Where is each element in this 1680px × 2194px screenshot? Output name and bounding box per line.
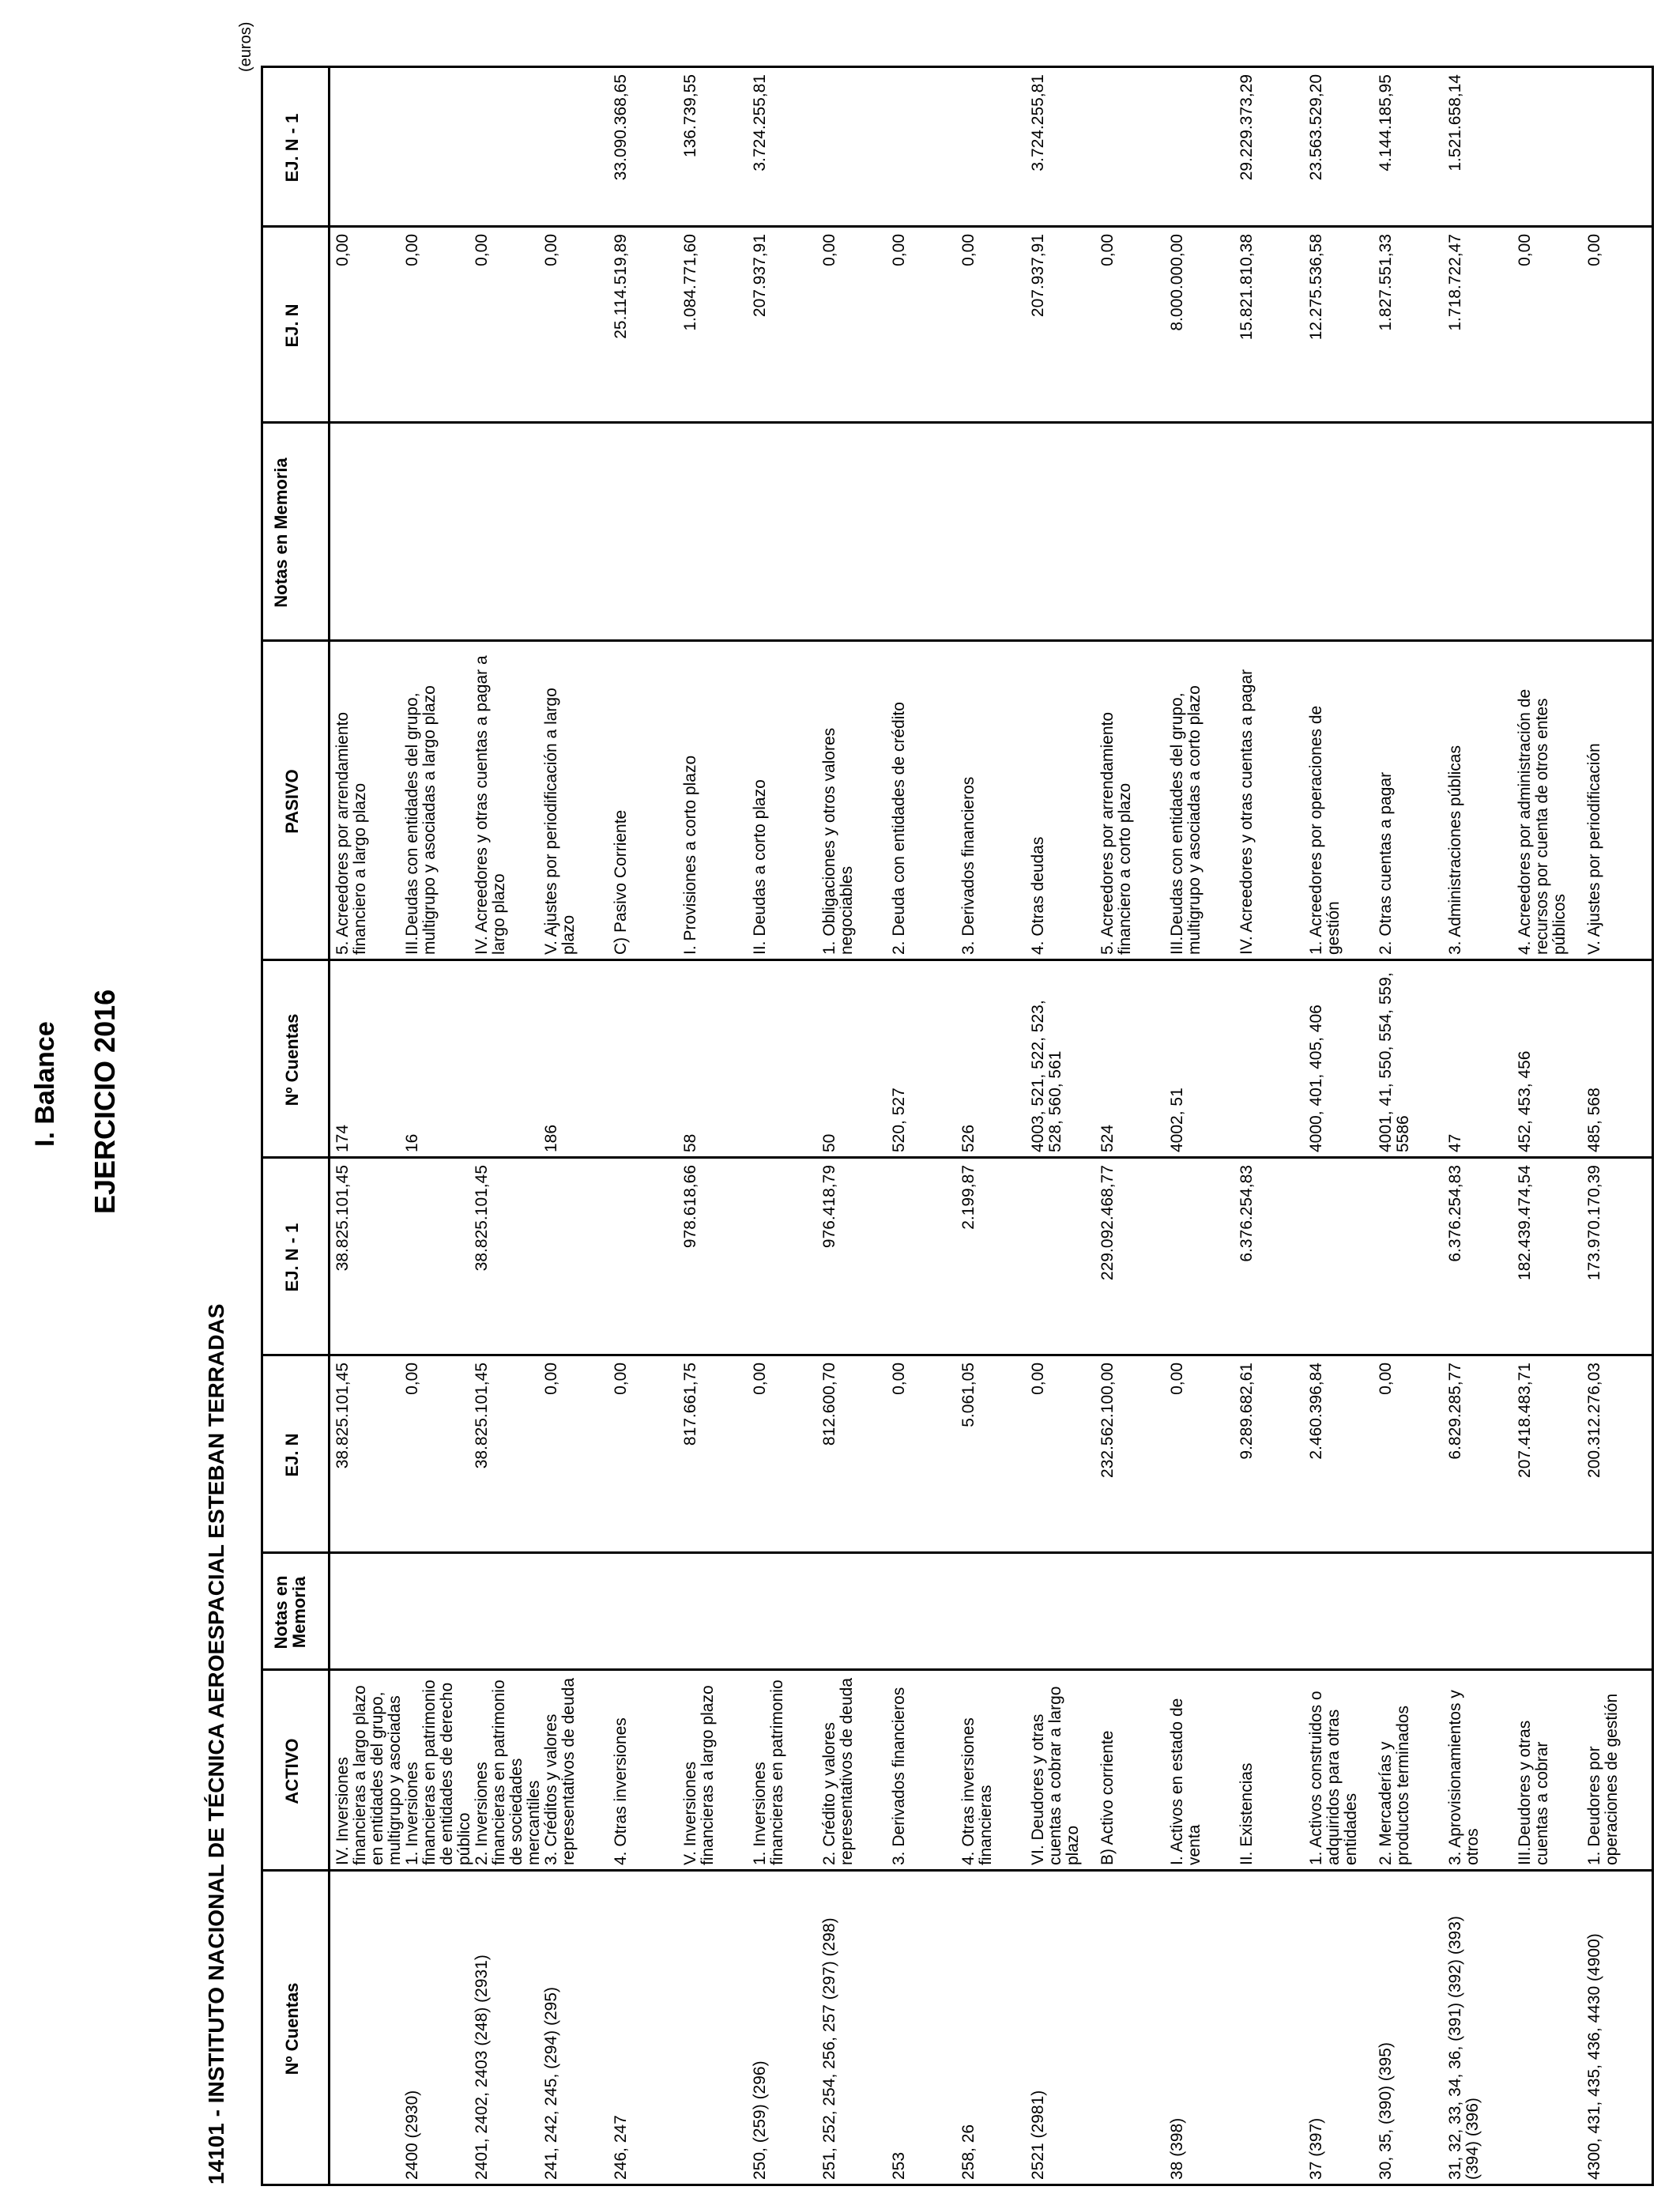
pasivo-value-ejn: 0,00 <box>1585 234 1603 266</box>
pasivo-account-codes: 186 <box>542 1124 560 1152</box>
activo-line-label: 4. Otras inversiones financieras <box>959 1717 995 1865</box>
pasivo-account-codes <box>751 967 816 1152</box>
table-rule <box>261 639 1652 642</box>
table-rule <box>261 1354 1652 1356</box>
activo-line-label: V. Inversiones financieras a largo plazo <box>681 1685 717 1865</box>
activo-line-label: 1. Inversiones financieras en patrimonio de entidades de derecho público <box>403 1679 473 1865</box>
pasivo-account-codes: 485, 568 <box>1585 1088 1603 1152</box>
activo-line-label: 2. Crédito y valores representativos de deuda <box>820 1678 856 1865</box>
pasivo-value-ejn1 <box>1169 74 1234 221</box>
table-rule <box>328 66 330 2186</box>
activo-value-ejn1: 229.092.468,77 <box>1098 1165 1117 1280</box>
pasivo-line-label: I. Provisiones a corto plazo <box>681 755 699 955</box>
activo-value-ejn1: 38.825.101,45 <box>473 1165 491 1272</box>
activo-value-ejn1: 6.376.254,83 <box>1237 1165 1256 1262</box>
header-ejn-activo: EJ. N <box>282 1433 302 1477</box>
activo-value-ejn1: 182.439.474,54 <box>1516 1165 1534 1280</box>
pasivo-line-label: IV. Acreedores y otras cuentas a pagar <box>1237 669 1256 955</box>
activo-value-ejn: 0,00 <box>1377 1363 1395 1395</box>
pasivo-account-codes: 4000, 401, 405, 406 <box>1307 1005 1325 1152</box>
pasivo-value-ejn1: 29.229.373,29 <box>1237 74 1256 181</box>
activo-value-ejn: 0,00 <box>1029 1363 1047 1395</box>
table-rule <box>261 421 1652 424</box>
activo-value-ejn1: 38.825.101,45 <box>333 1165 352 1272</box>
activo-account-codes: 2401, 2402, 2403 (248) (2931) <box>473 1955 491 2180</box>
pasivo-account-codes: 4003, 521, 522, 523, 528, 560, 561 <box>1029 1000 1064 1152</box>
activo-value-ejn: 38.825.101,45 <box>473 1363 491 1469</box>
pasivo-value-ejn1 <box>404 74 469 221</box>
pasivo-value-ejn: 0,00 <box>403 234 421 266</box>
table-rule <box>261 66 263 2186</box>
activo-account-codes: 2400 (2930) <box>403 2090 421 2180</box>
pasivo-account-codes <box>612 967 677 1152</box>
pasivo-account-codes: 520, 527 <box>890 1088 908 1152</box>
activo-account-codes <box>1099 1878 1164 2180</box>
pasivo-value-ejn: 0,00 <box>959 234 977 266</box>
activo-line-label: 4. Otras inversiones <box>612 1717 630 1865</box>
pasivo-value-ejn1 <box>821 74 886 221</box>
pasivo-line-label: V. Ajustes por periodificación <box>1585 743 1603 955</box>
pasivo-value-ejn1 <box>1516 74 1581 221</box>
activo-value-ejn: 2.460.396,84 <box>1307 1363 1325 1460</box>
pasivo-line-label: 2. Deuda con entidades de crédito <box>890 702 908 955</box>
pasivo-value-ejn: 15.821.810,38 <box>1237 234 1256 341</box>
activo-value-ejn1 <box>1030 1165 1094 1350</box>
pasivo-value-ejn: 1.827.551,33 <box>1377 234 1395 331</box>
activo-line-label: 1. Inversiones financieras en patrimonio <box>751 1679 786 1865</box>
activo-value-ejn1 <box>404 1165 469 1350</box>
pasivo-value-ejn1 <box>334 74 399 221</box>
activo-account-codes: 30, 35, (390) (395) <box>1377 2042 1395 2180</box>
pasivo-line-label: II. Deudas a corto plazo <box>751 779 769 955</box>
activo-line-label: 1. Activos construidos o adquiridos para otras entidades <box>1307 1691 1360 1865</box>
pasivo-value-ejn: 207.937,91 <box>751 234 769 318</box>
entity-title: 14101 - INSTITUTO NACIONAL DE TÉCNICA AEROESPACIAL ESTEBAN TERRADAS <box>204 1303 228 2185</box>
header-cuentas-pasivo: Nº Cuentas <box>282 1013 302 1106</box>
pasivo-value-ejn: 12.275.536,58 <box>1307 234 1325 341</box>
activo-value-ejn1 <box>1377 1165 1442 1350</box>
activo-line-label: 2. Inversiones financieras en patrimonio de sociedades mercantiles <box>473 1679 543 1865</box>
pasivo-line-label: IV. Acreedores y otras cuentas a pagar a largo plazo <box>473 655 508 955</box>
activo-line-label: III.Deudores y otras cuentas a cobrar <box>1516 1720 1551 1865</box>
pasivo-value-ejn1 <box>1099 74 1164 221</box>
activo-account-codes: 253 <box>890 2151 908 2180</box>
pasivo-account-codes: 4001, 41, 550, 554, 559, 5586 <box>1377 972 1412 1152</box>
pasivo-value-ejn: 25.114.519,89 <box>612 234 630 339</box>
activo-value-ejn1 <box>543 1165 608 1350</box>
pasivo-account-codes: 4002, 51 <box>1168 1088 1186 1152</box>
activo-value-ejn1: 978.618,66 <box>681 1165 699 1249</box>
pasivo-value-ejn1: 3.724.255,81 <box>751 74 769 172</box>
pasivo-value-ejn: 207.937,91 <box>1029 234 1047 318</box>
activo-line-label: 3. Créditos y valores representativos de deuda <box>542 1678 578 1865</box>
activo-value-ejn: 207.418.483,71 <box>1516 1363 1534 1478</box>
activo-value-ejn1 <box>891 1165 955 1350</box>
header-cuentas-activo: Nº Cuentas <box>282 1982 302 2075</box>
pasivo-line-label: 1. Obligaciones y otros valores negociables <box>820 727 856 955</box>
pasivo-account-codes: 58 <box>681 1133 699 1152</box>
activo-value-ejn: 5.061,05 <box>959 1363 977 1427</box>
table-rule <box>261 1156 1652 1159</box>
activo-line-label: II. Existencias <box>1237 1762 1256 1865</box>
table-rule <box>261 959 1652 961</box>
pasivo-line-label: III.Deudas con entidades del grupo, multigrupo y asociadas a largo plazo <box>403 685 439 955</box>
header-ejn1-activo: EJ. N - 1 <box>282 1223 302 1292</box>
table-rule <box>1652 66 1654 2186</box>
activo-account-codes: 258, 26 <box>959 2124 977 2180</box>
pasivo-line-label: 4. Otras deudas <box>1029 836 1047 955</box>
pasivo-value-ejn1: 4.144.185,95 <box>1377 74 1395 172</box>
pasivo-value-ejn: 0,00 <box>473 234 491 266</box>
pasivo-value-ejn: 0,00 <box>820 234 838 266</box>
pasivo-line-label: 1. Acreedores por operaciones de gestión <box>1307 705 1343 955</box>
activo-value-ejn1: 173.970.170,39 <box>1585 1165 1603 1280</box>
pasivo-value-ejn1 <box>473 74 538 221</box>
pasivo-line-label: C) Pasivo Corriente <box>612 809 630 955</box>
table-rule <box>261 225 1652 228</box>
pasivo-line-label: 4. Acreedores por administración de recursos por cuenta de otros entes públicos <box>1516 688 1569 955</box>
activo-account-codes: 251, 252, 254, 256, 257 (297) (298) <box>820 1917 838 2180</box>
page-subtitle: EJERCICIO 2016 <box>89 989 121 1214</box>
table-rule <box>261 2184 1652 2186</box>
activo-account-codes: 31, 32, 33, 34, 36, (391) (392) (393) (394) (396) <box>1446 1916 1482 2180</box>
activo-line-label: I. Activos en estado de venta <box>1168 1698 1203 1865</box>
activo-account-codes <box>1516 1878 1581 2180</box>
activo-account-codes <box>334 1878 399 2180</box>
unit-label: (euros) <box>237 21 254 72</box>
pasivo-value-ejn1 <box>543 74 608 221</box>
activo-line-label: 2. Mercaderías y productos terminados <box>1377 1706 1412 1865</box>
activo-value-ejn: 812.600,70 <box>820 1363 838 1446</box>
pasivo-value-ejn: 0,00 <box>890 234 908 266</box>
pasivo-account-codes: 16 <box>403 1133 421 1152</box>
header-ejn-pasivo: EJ. N <box>282 303 302 348</box>
activo-value-ejn: 0,00 <box>612 1363 630 1395</box>
pasivo-line-label: 3. Administraciones públicas <box>1446 745 1464 955</box>
pasivo-line-label: 5. Acreedores por arrendamiento financiero a corto plazo <box>1098 711 1134 955</box>
table-rule <box>261 1551 1652 1554</box>
pasivo-account-codes: 526 <box>959 1124 977 1152</box>
pasivo-account-codes <box>473 967 538 1152</box>
table-rule <box>261 1869 1652 1872</box>
pasivo-account-codes: 452, 453, 456 <box>1516 1050 1534 1152</box>
header-activo: ACTIVO <box>282 1738 302 1804</box>
activo-value-ejn: 38.825.101,45 <box>333 1363 352 1469</box>
pasivo-account-codes: 524 <box>1098 1124 1117 1152</box>
activo-account-codes: 4300, 431, 435, 436, 4430 (4900) <box>1585 1933 1603 2180</box>
pasivo-value-ejn: 0,00 <box>542 234 560 266</box>
pasivo-value-ejn1: 136.739,55 <box>681 74 699 158</box>
activo-account-codes: 38 (398) <box>1168 2117 1186 2180</box>
pasivo-value-ejn1 <box>891 74 955 221</box>
pasivo-line-label: V. Ajustes por periodificación a largo plazo <box>542 688 578 955</box>
pasivo-value-ejn: 8.000.000,00 <box>1168 234 1186 331</box>
pasivo-value-ejn: 0,00 <box>1516 234 1534 266</box>
activo-account-codes <box>682 1878 747 2180</box>
pasivo-line-label: 5. Acreedores por arrendamiento financiero a largo plazo <box>333 711 369 955</box>
header-ejn1-pasivo: EJ. N - 1 <box>282 113 302 183</box>
pasivo-value-ejn1: 23.563.529,20 <box>1307 74 1325 181</box>
pasivo-value-ejn: 0,00 <box>333 234 352 266</box>
activo-value-ejn: 0,00 <box>542 1363 560 1395</box>
activo-value-ejn: 232.562.100,00 <box>1098 1363 1117 1478</box>
activo-value-ejn1 <box>1308 1165 1373 1350</box>
page-title: I. Balance <box>30 1021 60 1147</box>
activo-account-codes: 241, 242, 245, (294) (295) <box>542 1986 560 2180</box>
pasivo-line-label: III.Deudas con entidades del grupo, multigrupo y asociadas a corto plazo <box>1168 685 1203 955</box>
pasivo-account-codes: 47 <box>1446 1133 1464 1152</box>
activo-line-label: 3. Aprovisionamientos y otros <box>1446 1690 1482 1865</box>
pasivo-value-ejn: 1.084.771,60 <box>681 234 699 331</box>
pasivo-value-ejn: 1.718.722,47 <box>1446 234 1464 331</box>
activo-value-ejn1 <box>1169 1165 1234 1350</box>
pasivo-value-ejn1: 33.090.368,65 <box>612 74 630 181</box>
activo-account-codes: 2521 (2981) <box>1029 2090 1047 2180</box>
activo-value-ejn: 817.661,75 <box>681 1363 699 1446</box>
table-rule <box>261 1668 1652 1671</box>
activo-value-ejn1 <box>612 1165 677 1350</box>
activo-line-label: 1. Deudores por operaciones de gestión <box>1585 1693 1621 1865</box>
pasivo-value-ejn1: 3.724.255,81 <box>1029 74 1047 172</box>
activo-account-codes: 37 (397) <box>1307 2117 1325 2180</box>
activo-value-ejn: 200.312.276,03 <box>1585 1363 1603 1478</box>
activo-value-ejn: 0,00 <box>403 1363 421 1395</box>
activo-account-codes: 250, (259) (296) <box>751 2060 769 2180</box>
activo-line-label: IV. Inversiones financieras a largo plazo en entidades del grupo, multigrupo y asociadas <box>333 1685 404 1865</box>
activo-value-ejn: 6.829.285,77 <box>1446 1363 1464 1460</box>
activo-line-label: B) Activo corriente <box>1098 1730 1117 1865</box>
pasivo-line-label: 2. Otras cuentas a pagar <box>1377 771 1395 955</box>
header-pasivo: PASIVO <box>282 769 302 834</box>
activo-value-ejn1: 976.418,79 <box>820 1165 838 1249</box>
pasivo-account-codes: 174 <box>333 1124 352 1152</box>
activo-line-label: 3. Derivados financieros <box>890 1687 908 1865</box>
activo-value-ejn: 0,00 <box>751 1363 769 1395</box>
pasivo-value-ejn: 0,00 <box>1098 234 1117 266</box>
header-notas-pasivo: Notas en Memoria <box>271 458 291 608</box>
pasivo-account-codes <box>1238 967 1303 1152</box>
activo-value-ejn1: 2.199,87 <box>959 1165 977 1230</box>
activo-line-label: VI. Deudores y otras cuentas a cobrar a largo plazo <box>1029 1686 1082 1865</box>
activo-value-ejn1: 6.376.254,83 <box>1446 1165 1464 1262</box>
activo-value-ejn: 0,00 <box>890 1363 908 1395</box>
activo-account-codes <box>1238 1878 1303 2180</box>
activo-value-ejn: 9.289.682,61 <box>1237 1363 1256 1460</box>
pasivo-account-codes: 50 <box>820 1133 838 1152</box>
activo-value-ejn1 <box>751 1165 816 1350</box>
activo-account-codes: 246, 247 <box>612 2115 630 2180</box>
pasivo-value-ejn1: 1.521.658,14 <box>1446 74 1464 172</box>
pasivo-value-ejn1 <box>1586 74 1651 221</box>
table-rule <box>261 66 1652 68</box>
header-notas-activo: Notas en Memoria <box>271 1575 309 1649</box>
pasivo-value-ejn1 <box>960 74 1025 221</box>
pasivo-line-label: 3. Derivados financieros <box>959 776 977 955</box>
activo-value-ejn: 0,00 <box>1168 1363 1186 1395</box>
